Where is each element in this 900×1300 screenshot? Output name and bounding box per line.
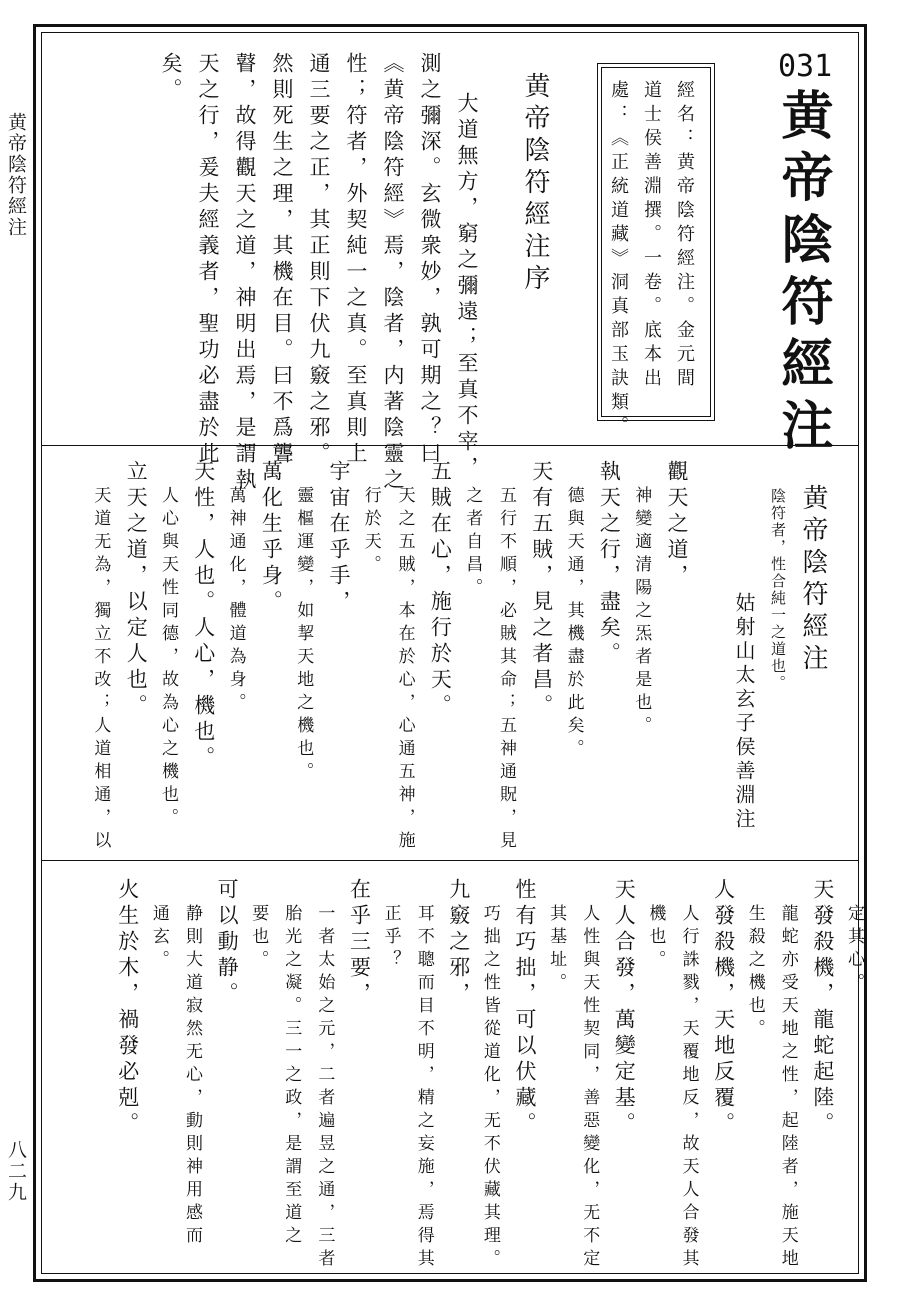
preface-line: 天之行，爰夫經義者，聖功必盡於此 [196,52,220,468]
section-title: 黄帝陰符經注 [798,484,828,676]
commentary-column: 機也。 [645,904,666,973]
commentary-column: 龍蛇亦受天地之性，起陸者，施天地 [777,904,798,1272]
scripture-column: 宇宙在乎手， [327,460,351,616]
preface-line: 性；符者，外契純一之真。至真則上 [344,52,368,468]
preface-line: 通三要之正，其正則下伏九竅之邪。 [307,52,331,468]
scripture-column: 天性，人也。人心，機也。 [191,460,216,772]
scripture-column: 五賊在心，施行於天。 [428,460,453,720]
info-line: 道士侯善淵撰。一卷。底本出 [641,80,662,392]
preface-line: 測之彌深。玄微衆妙，孰可期之？曰 [418,52,442,468]
commentary-column: 要也。 [248,904,269,973]
commentary-column: 一者太始之元，二者遍昱之通，三者 [314,904,335,1272]
info-line: 經名：黄帝陰符經注。金元間 [674,80,695,392]
preface-line: 矣。 [159,52,183,104]
scripture-column: 在乎三要， [347,878,372,1008]
commentary-column: 靈樞運變，如挈天地之機也。 [293,486,314,785]
scripture-column: 天發殺機，龍蛇起陸。 [810,878,835,1138]
commentary-column: 德與天通，其機盡於此矣。 [563,486,584,762]
scripture-column: 萬化生乎身。 [259,460,284,616]
scripture-column: 觀天之道， [665,460,689,590]
section-subtitle: 陰符者，性合純一之道也。 [769,488,787,692]
commentary-column: 定其心。 [844,904,864,996]
scripture-column: 性有巧拙，可以伏藏。 [513,878,537,1138]
commentary-column: 通玄。 [148,904,169,973]
commentary-column: 胎光之凝。三一之政，是謂至道之 [281,904,302,1249]
commentary-column: 人性與天性契同，善惡變化，无不定 [579,904,600,1272]
preface-line: 大道無方，窮之彌遠；至真不宰， [455,92,479,482]
entry-title: 黄帝陰符經注 [772,88,833,460]
section-divider-2 [41,860,859,861]
commentary-column: 五行不順，必賊其命；五神通貺，見 [496,486,516,854]
commentary-column: 之者自昌。 [462,486,483,601]
info-line: 處：《正統道藏》洞真部玉訣類。 [608,80,629,440]
scripture-column: 人發殺機，天地反覆。 [711,878,736,1138]
commentary-column: 生殺之機也。 [744,904,765,1042]
commentary-column: 天道无為，獨立不改；人道相通，以 [90,486,111,854]
running-title: 黄帝陰符經注 [5,112,27,238]
commentary-column: 其基址。 [546,904,567,996]
scripture-column: 可以動静。 [215,878,240,1008]
commentary-column: 神變適清陽之炁者是也。 [631,486,652,739]
scripture-column: 天有五賊，見之者昌。 [529,460,554,720]
page-number: 八二九 [5,1140,27,1203]
commentary-column: 巧拙之性皆從道化，无不伏藏其理。 [479,904,500,1272]
preface-title: 黄帝陰符經注序 [520,72,550,296]
scripture-column: 火生於木，禍發必剋。 [115,878,140,1138]
commentary-column: 静則大道寂然无心，動則神用感而 [182,904,202,1249]
scripture-column: 執天之行，盡矣。 [597,460,622,668]
section-divider-1 [41,445,859,446]
commentary-column: 正乎？ [380,904,401,973]
author-line: 姑射山太玄子侯善淵注 [732,592,756,832]
commentary-column: 萬神通化，體道為身。 [225,486,246,716]
commentary-column: 人心與天性同德，故為心之機也。 [158,486,178,831]
scripture-column: 立天之道，以定人也。 [124,460,149,720]
commentary-column: 耳不聰而目不明，精之妄施，焉得其 [413,904,434,1272]
scripture-column: 九竅之邪， [446,878,471,1008]
scripture-column: 天人合發，萬變定基。 [612,878,637,1138]
entry-number: 031 [778,49,833,84]
preface-line: 然則死生之理，其機在目。曰不爲聾 [270,52,294,468]
preface-line: 瞽，故得觀天之道，神明出焉，是謂執 [233,52,257,494]
commentary-column: 天之五賊，本在於心，心通五神，施 [394,486,415,854]
commentary-column: 行於天。 [360,486,381,578]
preface-line: 《黄帝陰符經》焉，陰者，内著陰靈之 [381,52,405,494]
commentary-column: 人行誅戮，天覆地反，故天人合發其 [678,904,699,1272]
